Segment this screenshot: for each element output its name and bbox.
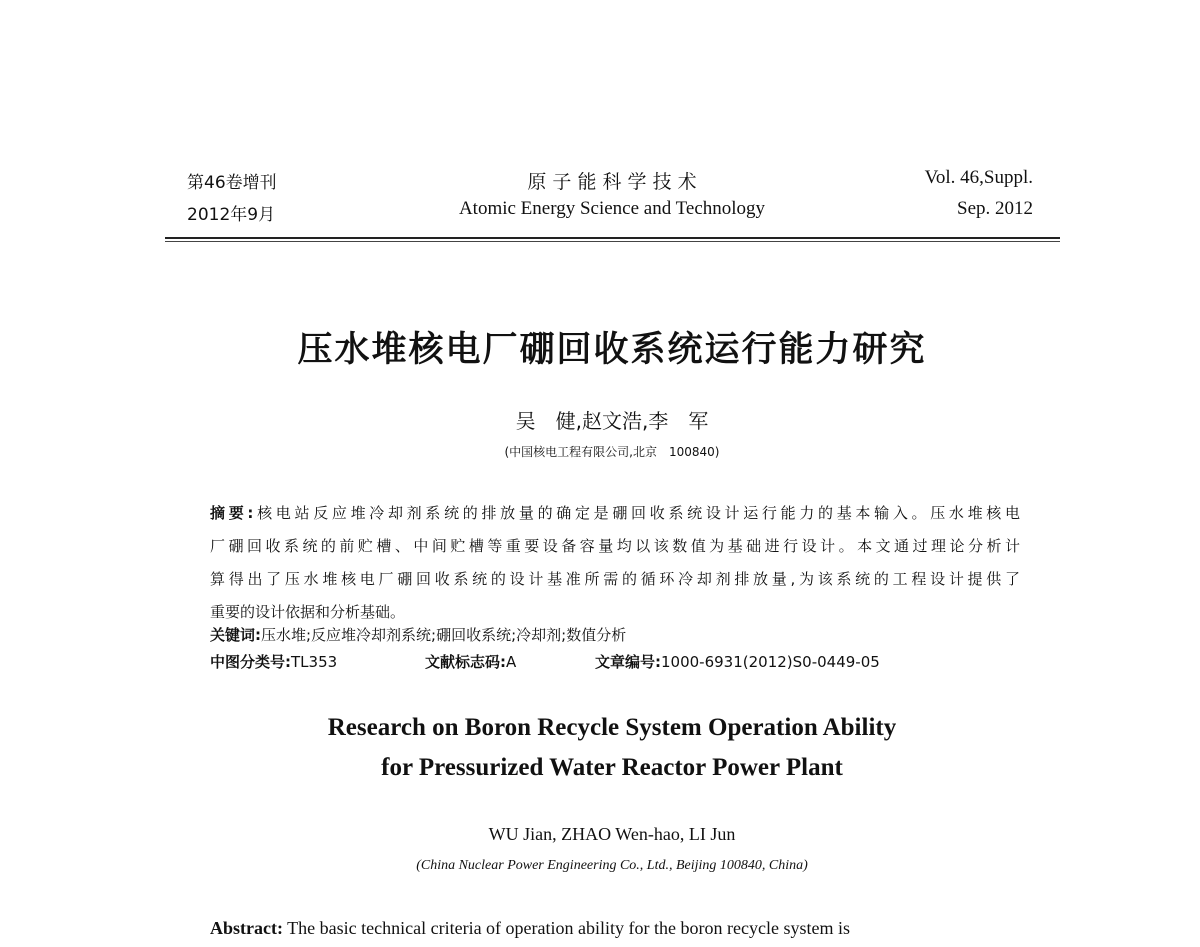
classification xyxy=(210,651,337,672)
header-rule-thin xyxy=(165,241,1060,242)
abstract-cn-line: 重要的设计依据和分析基础。 xyxy=(210,603,406,621)
date-en: Sep. 2012 xyxy=(957,198,1033,219)
keywords-label: 关键词: xyxy=(210,626,261,644)
paper-title-cn: 压水堆核电厂硼回收系统运行能力研究 xyxy=(297,330,927,370)
abstract-en-text: The basic technical criteria of operation ability for the boron recycle system is xyxy=(287,918,850,938)
affiliation-en: (China Nuclear Power Engineering Co., Ltd., Beijing 100840, China) xyxy=(416,858,808,873)
authors-en: WU Jian, ZHAO Wen-hao, LI Jun xyxy=(488,824,736,844)
abstract-en-label: Abstract: xyxy=(210,918,283,938)
date-cn: 2012年9月 xyxy=(187,205,276,225)
volume-cn: 第46卷增刊 xyxy=(187,173,277,193)
keywords-cn xyxy=(210,624,1020,645)
paper-title-en-line2: for Pressurized Water Reactor Power Plant xyxy=(381,754,843,781)
abstract-en xyxy=(210,918,850,939)
paper-title-en-line1: Research on Boron Recycle System Operation Ability xyxy=(327,714,897,741)
journal-name-en: Atomic Energy Science and Technology xyxy=(458,198,766,219)
clc-value: TL353 xyxy=(291,653,338,671)
abstract-cn-line: 算得出了压水堆核电厂硼回收系统的设计基准所需的循环冷却剂排放量,为该系统的工程设计提供了 xyxy=(210,570,1020,588)
abstract-cn-line: 厂硼回收系统的前贮槽、中间贮槽等重要设备容量均以该数值为基础进行设计。本文通过理论分析计 xyxy=(210,537,1020,555)
doc-value: A xyxy=(506,653,517,671)
clc-label: 中图分类号: xyxy=(210,653,291,671)
doc-label: 文献标志码: xyxy=(425,653,506,671)
authors-cn: 吴 健,赵文浩,李 军 xyxy=(515,409,709,433)
header-rule xyxy=(165,237,1060,239)
volume-en: Vol. 46,Suppl. xyxy=(924,167,1033,188)
article-number xyxy=(595,651,880,672)
abstract-cn-label: 摘要: xyxy=(210,504,254,522)
keywords-value: 压水堆;反应堆冷却剂系统;硼回收系统;冷却剂;数值分析 xyxy=(261,626,627,644)
doc-code xyxy=(425,651,516,672)
article-value: 1000-6931(2012)S0-0449-05 xyxy=(661,653,880,671)
abstract-cn-line: 核电站反应堆冷却剂系统的排放量的确定是硼回收系统设计运行能力的基本输入。压水堆核电 xyxy=(253,504,1021,522)
affiliation-cn: (中国核电工程有限公司,北京 100840) xyxy=(504,445,720,459)
journal-name-cn: 原 子 能 科 学 技 术 xyxy=(527,171,697,193)
article-label: 文章编号: xyxy=(595,653,661,671)
